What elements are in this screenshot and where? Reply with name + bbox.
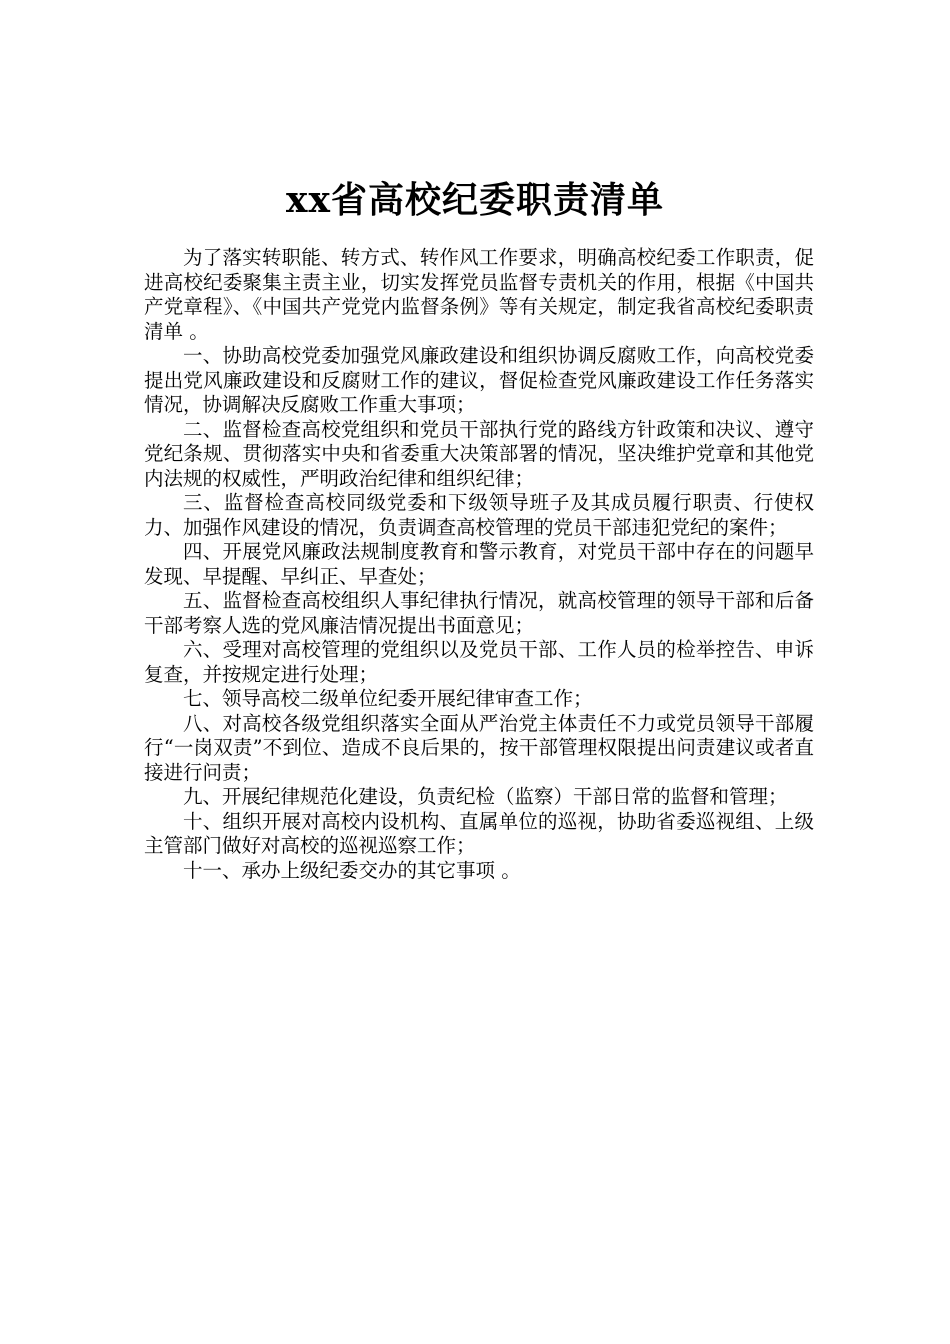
- duty-item-2: 二、监督检查高校党组织和党员干部执行党的路线方针政策和决议、遵守党纪条规、贯彻落实中央和省委重大决策部署的情况，坚决维护党章和其他党内法规的权威性，严明政治纪律和组织纪律；: [144, 417, 814, 490]
- duty-item-8: 八、对高校各级党组织落实全面从严治党主体责任不力或党员领导干部履行“一岗双责”不到位、造成不良后果的，按干部管理权限提出问责建议或者直接进行问责；: [144, 711, 814, 784]
- duty-item-1: 一、协助高校党委加强党风廉政建设和组织协调反腐败工作，向高校党委提出党风廉政建设和反腐财工作的建议，督促检查党风廉政建设工作任务落实情况，协调解决反腐败工作重大事项；: [144, 344, 814, 416]
- duty-item-6: 六、受理对高校管理的党组织以及党员干部、工作人员的检举控告、申诉复查，并按规定进行处理；: [144, 638, 814, 686]
- duty-item-11: 十一、承办上级纪委交办的其它事项 。: [183, 858, 521, 882]
- duty-item-5: 五、监督检查高校组织人事纪律执行情况，就高校管理的领导干部和后备干部考察人选的党风廉洁情况提出书面意见；: [144, 589, 814, 637]
- document-title: xx省高校纪委职责清单: [286, 179, 664, 221]
- duty-item-4: 四、开展党风廉政法规制度教育和警示教育，对党员干部中存在的问题早发现、早提醒、早纠正、早查处；: [144, 540, 814, 588]
- duty-item-10: 十、组织开展对高校内设机构、直属单位的巡视，协助省委巡视组、上级主管部门做好对高校的巡视巡察工作；: [144, 809, 814, 857]
- document-body: [144, 246, 814, 883]
- intro-paragraph: 为了落实转职能、转方式、转作风工作要求，明确高校纪委工作职责，促进高校纪委聚集主责主业，切实发挥党员监督专责机关的作用，根据《中国共产党章程》、《中国共产党党内监督条例》等有关规定，制定我省高校纪委职责清单 。: [144, 246, 814, 343]
- duty-item-3: 三、监督检查高校同级党委和下级领导班子及其成员履行职责、行使权力、加强作风建设的情况，负责调查高校管理的党员干部违犯党纪的案件；: [144, 491, 814, 539]
- duty-item-9: 九、开展纪律规范化建设，负责纪检（监察）干部日常的监督和管理；: [183, 785, 788, 808]
- duty-item-7: 七、领导高校二级单位纪委开展纪律审查工作；: [183, 687, 593, 710]
